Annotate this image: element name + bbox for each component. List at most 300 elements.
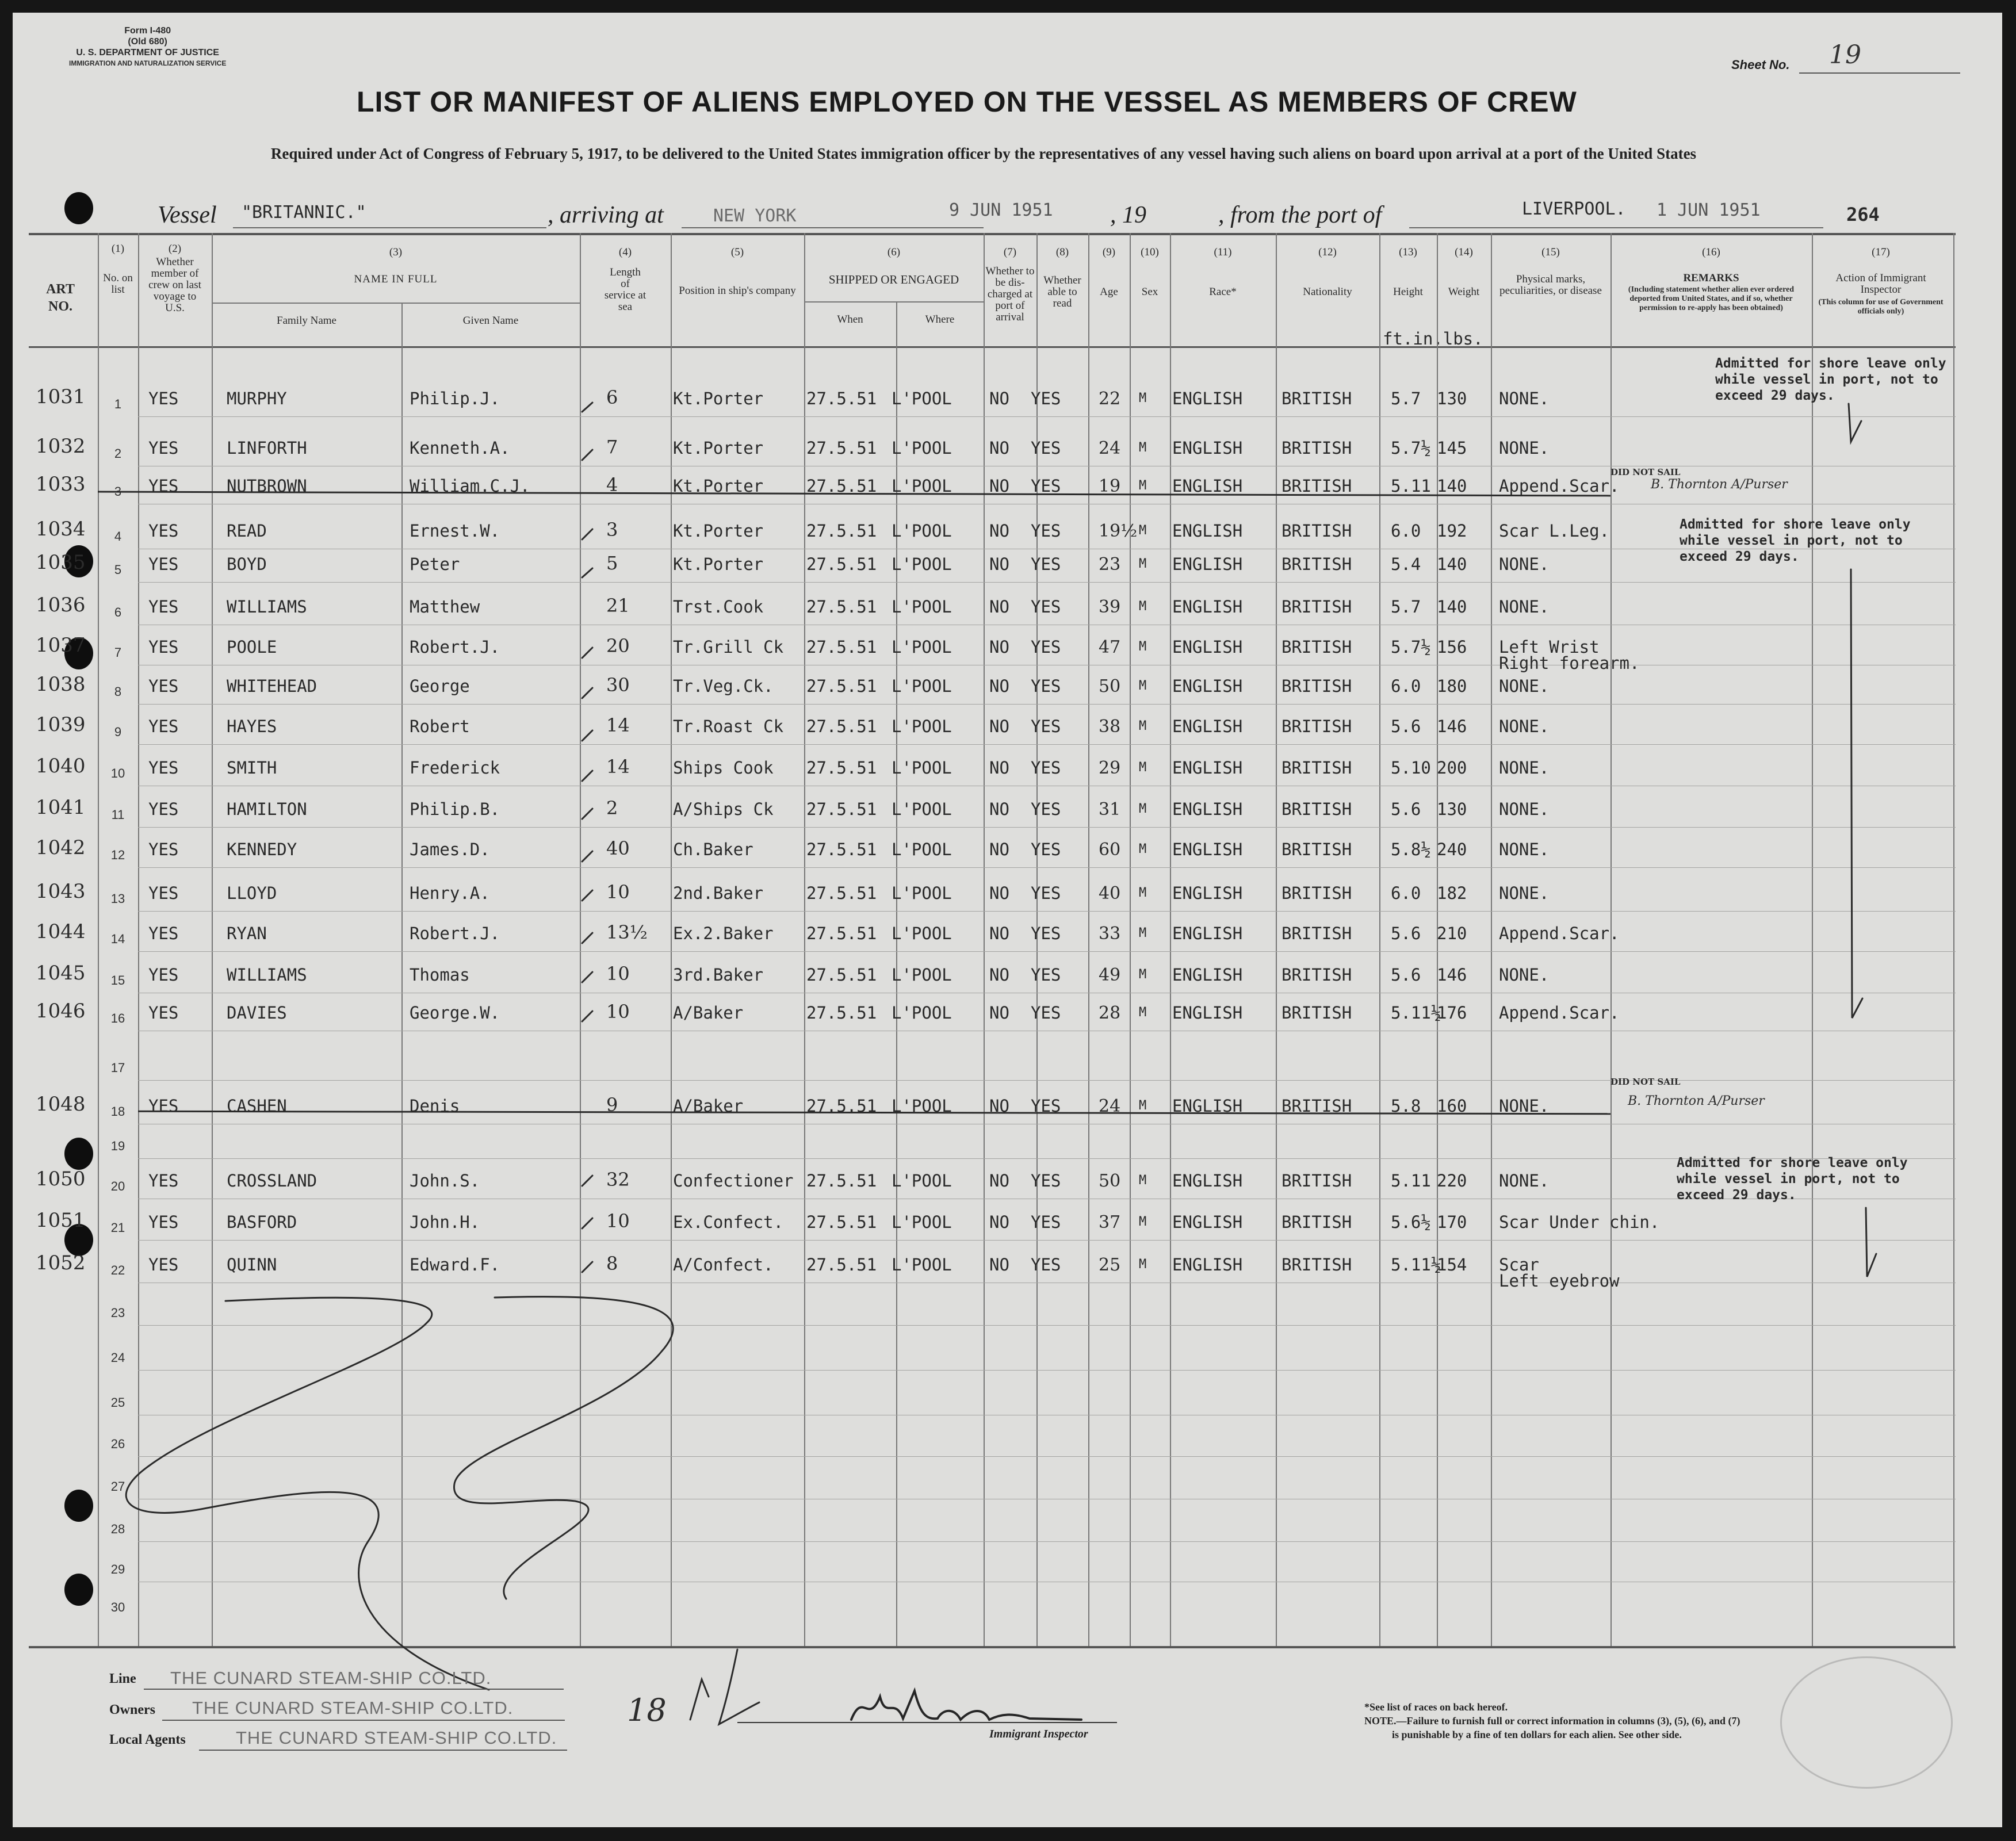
shipped-when: 27.5.51 (806, 554, 877, 574)
weight: 240 (1437, 840, 1467, 859)
art-no: 1032 (36, 435, 86, 458)
prev-voyage: YES (148, 799, 179, 819)
discharge: NO (989, 637, 1009, 657)
list-number: 12 (110, 848, 125, 862)
position: Kt.Porter (673, 554, 764, 574)
race: ENGLISH (1172, 840, 1243, 859)
race: ENGLISH (1172, 1096, 1243, 1116)
shipped-when: 27.5.51 (806, 717, 877, 736)
physical-marks-line2: Left eyebrow (1499, 1271, 1620, 1291)
header-num: (2) (168, 243, 182, 255)
art-no: 1044 (36, 920, 86, 943)
race: ENGLISH (1172, 389, 1243, 408)
arrival-port: NEW YORK (713, 206, 797, 226)
weight: 146 (1437, 717, 1467, 736)
height: 5.7½ (1391, 637, 1431, 657)
shipped-where: L'POOL (892, 438, 952, 458)
physical-marks: NONE. (1499, 1171, 1550, 1191)
did-not-sail-note: DID NOT SAIL (1610, 1077, 1681, 1087)
line-value: THE CUNARD STEAM-SHIP CO.LTD. (170, 1668, 492, 1688)
art-no: 1031 (36, 385, 86, 408)
penalty-note-1: NOTE.—Failure to furnish full or correct information in columns (3), (5), (6), and (7) (1364, 1715, 1740, 1727)
position: 2nd.Baker (673, 883, 764, 903)
shipped-where: L'POOL (892, 521, 952, 541)
physical-marks: NONE. (1499, 965, 1550, 985)
sex: M (1139, 967, 1147, 982)
family-name: LINFORTH (227, 438, 307, 458)
from-port-label: , from the port of (1218, 202, 1382, 228)
art-no: 1052 (36, 1251, 86, 1274)
family-name: KENNEDY (227, 840, 297, 859)
art-no: 1040 (36, 755, 86, 778)
physical-marks: NONE. (1499, 438, 1550, 458)
prev-voyage: YES (148, 521, 179, 541)
shipped-where: L'POOL (892, 883, 952, 903)
service-length: 9 (606, 1094, 618, 1116)
discharge: NO (989, 717, 1009, 736)
prev-voyage: YES (148, 1212, 179, 1232)
family-name: BASFORD (227, 1212, 297, 1232)
position: Tr.Grill Ck (673, 637, 784, 657)
physical-marks: Append.Scar. (1499, 476, 1620, 496)
header-discharged: Whether to be dis-charged at port of arrival (985, 265, 1035, 323)
family-name: READ (227, 521, 267, 541)
shipped-when: 27.5.51 (806, 637, 877, 657)
weight: 182 (1437, 883, 1467, 903)
age: 22 (1099, 389, 1121, 409)
family-name: HAYES (227, 717, 277, 736)
header-age: Age (1100, 286, 1118, 298)
header-num: (4) (618, 246, 632, 258)
arrival-date-stamp: 9 JUN 1951 (949, 200, 1053, 220)
weight: 176 (1437, 1003, 1467, 1023)
age: 50 (1099, 676, 1121, 696)
page-title: LIST OR MANIFEST OF ALIENS EMPLOYED ON THE VESSEL AS MEMBERS OF CREW (357, 86, 1577, 118)
age: 29 (1099, 758, 1121, 778)
departure-port: LIVERPOOL. (1522, 199, 1626, 219)
shipped-when: 27.5.51 (806, 521, 877, 541)
discharge: NO (989, 597, 1009, 617)
discharge: NO (989, 924, 1009, 943)
position: Kt.Porter (673, 521, 764, 541)
age: 38 (1099, 717, 1121, 737)
position: Kt.Porter (673, 438, 764, 458)
art-no: 1050 (36, 1168, 86, 1191)
service-length: 10 (606, 1210, 630, 1232)
weight: 156 (1437, 637, 1467, 657)
race: ENGLISH (1172, 521, 1243, 541)
service-length: 14 (606, 714, 630, 736)
nationality: BRITISH (1281, 637, 1352, 657)
header-num: (1) (111, 243, 125, 255)
sex: M (1139, 679, 1147, 693)
able-to-read: YES (1031, 597, 1061, 617)
service-length: 40 (606, 837, 630, 859)
given-name: Philip.B. (410, 799, 500, 819)
nationality: BRITISH (1281, 1212, 1352, 1232)
height: 5.6 (1391, 799, 1421, 819)
header-when: When (837, 313, 863, 326)
alien-count: 18 (627, 1692, 667, 1728)
height: 5.7 (1391, 389, 1421, 408)
nationality: BRITISH (1281, 883, 1352, 903)
discharge: NO (989, 676, 1009, 696)
height: 5.10 (1391, 758, 1431, 778)
able-to-read: YES (1031, 840, 1061, 859)
list-number: 22 (110, 1263, 125, 1277)
physical-marks: NONE. (1499, 1096, 1550, 1116)
given-name: Frederick (410, 758, 500, 778)
age: 39 (1099, 597, 1121, 617)
agents-underline (199, 1750, 567, 1751)
given-name: William.C.J. (410, 476, 530, 496)
nationality: BRITISH (1281, 1171, 1352, 1191)
family-name: DAVIES (227, 1003, 287, 1023)
discharge: NO (989, 476, 1009, 496)
physical-marks: NONE. (1499, 554, 1550, 574)
height: 5.11½ (1391, 1255, 1441, 1274)
header-race: Race* (1209, 286, 1237, 298)
departure-date-stamp: 1 JUN 1951 (1657, 200, 1761, 220)
shipped-when: 27.5.51 (806, 924, 877, 943)
position: 3rd.Baker (673, 965, 764, 985)
art-no: 1035 (36, 551, 86, 574)
given-name: Denis (410, 1096, 460, 1116)
header-family-name: Family Name (277, 315, 336, 327)
list-number: 23 (110, 1306, 125, 1320)
race: ENGLISH (1172, 799, 1243, 819)
list-number: 19 (110, 1139, 125, 1153)
list-number: 27 (110, 1479, 125, 1494)
weight: 200 (1437, 758, 1467, 778)
family-name: WILLIAMS (227, 597, 307, 617)
able-to-read: YES (1031, 438, 1061, 458)
family-name: WILLIAMS (227, 965, 307, 985)
list-number: 4 (114, 529, 122, 544)
shipped-where: L'POOL (892, 389, 952, 408)
service-length: 20 (606, 635, 630, 657)
shipped-when: 27.5.51 (806, 758, 877, 778)
prev-voyage: YES (148, 883, 179, 903)
able-to-read: YES (1031, 1171, 1061, 1191)
given-name: Philip.J. (410, 389, 500, 408)
owners-value: THE CUNARD STEAM-SHIP CO.LTD. (192, 1698, 514, 1718)
header-given-name: Given Name (462, 315, 519, 327)
family-name: MURPHY (227, 389, 287, 408)
weight: 146 (1437, 965, 1467, 985)
list-number: 20 (110, 1179, 125, 1193)
physical-marks: Scar (1499, 1255, 1539, 1274)
prev-voyage: YES (148, 965, 179, 985)
height: 5.6 (1391, 717, 1421, 736)
line-underline (144, 1689, 564, 1690)
list-number: 17 (110, 1061, 125, 1075)
service-length: 8 (606, 1253, 618, 1274)
list-number: 28 (110, 1522, 125, 1536)
list-number: 2 (114, 446, 122, 461)
position: Ch.Baker (673, 840, 753, 859)
position: Trst.Cook (673, 597, 764, 617)
weight: 180 (1437, 676, 1467, 696)
list-number: 10 (110, 766, 125, 780)
header-remarks-note: (Including statement whether alien ever ordered deported from United States, and if so, whether permission to re-apply has been obtained) (1628, 285, 1795, 312)
weight: 170 (1437, 1212, 1467, 1232)
given-name: Ernest.W. (410, 521, 500, 541)
able-to-read: YES (1031, 476, 1061, 496)
weight: 140 (1437, 476, 1467, 496)
physical-marks: Scar L.Leg. (1499, 521, 1610, 541)
service-length: 6 (606, 386, 618, 408)
list-number: 21 (110, 1220, 125, 1235)
shipped-when: 27.5.51 (806, 883, 877, 903)
list-number: 26 (110, 1437, 125, 1451)
header-num: (15) (1541, 246, 1560, 258)
age: 24 (1099, 1096, 1121, 1116)
able-to-read: YES (1031, 883, 1061, 903)
given-name: John.H. (410, 1212, 480, 1232)
service-length: 10 (606, 881, 630, 903)
header-num: (6) (887, 246, 901, 258)
sex: M (1139, 479, 1147, 493)
prev-voyage: YES (148, 389, 179, 408)
height: 6.0 (1391, 676, 1421, 696)
age: 19 (1099, 476, 1121, 496)
age: 50 (1099, 1171, 1121, 1191)
race: ENGLISH (1172, 597, 1243, 617)
discharge: NO (989, 840, 1009, 859)
shipped-where: L'POOL (892, 799, 952, 819)
prev-voyage: YES (148, 676, 179, 696)
header-sex: Sex (1141, 286, 1158, 298)
prev-voyage: YES (148, 637, 179, 657)
family-name: HAMILTON (227, 799, 307, 819)
sheet-number-label: Sheet No. (1731, 58, 1790, 72)
given-name: James.D. (410, 840, 490, 859)
position: Ships Cook (673, 758, 774, 778)
weight: 192 (1437, 521, 1467, 541)
given-name: John.S. (410, 1171, 480, 1191)
shipped-where: L'POOL (892, 840, 952, 859)
prev-voyage: YES (148, 1171, 179, 1191)
family-name: CROSSLAND (227, 1171, 317, 1191)
service-length: 10 (606, 963, 630, 985)
service-length: 3 (606, 519, 618, 541)
height: 5.11 (1391, 476, 1431, 496)
nationality: BRITISH (1281, 476, 1352, 496)
header-num: (13) (1399, 246, 1417, 258)
service-length: 2 (606, 797, 618, 819)
race: ENGLISH (1172, 965, 1243, 985)
height: 5.4 (1391, 554, 1421, 574)
position: Tr.Roast Ck (673, 717, 784, 736)
header-where: Where (925, 313, 955, 326)
race: ENGLISH (1172, 476, 1243, 496)
weight: 210 (1437, 924, 1467, 943)
service-length: 30 (606, 674, 630, 696)
sex: M (1139, 926, 1147, 940)
position: A/Confect. (673, 1255, 774, 1274)
prev-voyage: YES (148, 476, 179, 496)
sex: M (1139, 760, 1147, 775)
list-number: 14 (110, 932, 125, 946)
prev-voyage: YES (148, 840, 179, 859)
position: A/Baker (673, 1096, 744, 1116)
weight: 145 (1437, 438, 1467, 458)
family-name: POOLE (227, 637, 277, 657)
races-note: *See list of races on back hereof. (1364, 1701, 1508, 1713)
age: 49 (1099, 965, 1121, 985)
shipped-when: 27.5.51 (806, 1255, 877, 1274)
age: 24 (1099, 438, 1121, 458)
position: Confectioner (673, 1171, 794, 1191)
header-num: (14) (1455, 246, 1473, 258)
shipped-when: 27.5.51 (806, 1212, 877, 1232)
able-to-read: YES (1031, 554, 1061, 574)
agents-value: THE CUNARD STEAM-SHIP CO.LTD. (236, 1728, 557, 1748)
list-number: 1 (114, 397, 122, 411)
art-no: 1037 (36, 634, 86, 657)
age: 37 (1099, 1212, 1121, 1233)
given-name: George (410, 676, 470, 696)
shore-leave-stamp: Admitted for shore leave only while vessel in port, not to exceed 29 days. (1680, 517, 1911, 564)
art-no: 1048 (36, 1093, 86, 1116)
sex: M (1139, 640, 1147, 654)
list-number: 16 (110, 1011, 125, 1025)
race: ENGLISH (1172, 1212, 1243, 1232)
given-name: Edward.F. (410, 1255, 500, 1274)
height: 5.6½ (1391, 1212, 1431, 1232)
weight: 160 (1437, 1096, 1467, 1116)
header-num: (10) (1141, 246, 1159, 258)
year-label: , 19 (1110, 202, 1146, 228)
list-number: 11 (111, 807, 125, 822)
age: 60 (1099, 840, 1121, 860)
nationality: BRITISH (1281, 389, 1352, 408)
given-name: Robert (410, 717, 470, 736)
header-list-no: No. on list (103, 272, 133, 296)
shore-leave-stamp: Admitted for shore leave only while vessel in port, not to exceed 29 days. (1677, 1155, 1908, 1203)
sheet-number-value: 19 (1829, 40, 1861, 70)
height: 5.8 (1391, 1096, 1421, 1116)
discharge: NO (989, 521, 1009, 541)
discharge: NO (989, 883, 1009, 903)
department: U. S. DEPARTMENT OF JUSTICE (76, 48, 219, 58)
race: ENGLISH (1172, 1171, 1243, 1191)
discharge: NO (989, 1171, 1009, 1191)
discharge: NO (989, 1096, 1009, 1116)
shipped-where: L'POOL (892, 758, 952, 778)
sex: M (1139, 886, 1147, 900)
discharge: NO (989, 758, 1009, 778)
header-height: Height (1393, 286, 1423, 298)
age: 23 (1099, 554, 1121, 575)
weight: 154 (1437, 1255, 1467, 1274)
physical-marks: NONE. (1499, 840, 1550, 859)
nationality: BRITISH (1281, 965, 1352, 985)
header-name-in-full: NAME IN FULL (354, 273, 438, 285)
prev-voyage: YES (148, 1255, 179, 1274)
header-num: (17) (1872, 246, 1890, 258)
header-num: (7) (1003, 246, 1017, 258)
race: ENGLISH (1172, 1003, 1243, 1023)
shipped-where: L'POOL (892, 1096, 952, 1116)
header-num: (11) (1214, 246, 1232, 258)
height: 5.11 (1391, 1171, 1431, 1191)
sex: M (1139, 523, 1147, 538)
shipped-when: 27.5.51 (806, 1096, 877, 1116)
able-to-read: YES (1031, 1255, 1061, 1274)
height: 5.6 (1391, 924, 1421, 943)
list-number: 13 (110, 891, 125, 906)
height: 5.7 (1391, 597, 1421, 617)
purser-signature-note: B. Thornton A/Purser (1651, 477, 1788, 492)
age: 33 (1099, 924, 1121, 944)
art-no: 1034 (36, 518, 86, 541)
discharge: NO (989, 389, 1009, 408)
family-name: SMITH (227, 758, 277, 778)
family-name: LLOYD (227, 883, 277, 903)
shipped-where: L'POOL (892, 637, 952, 657)
position: Kt.Porter (673, 389, 764, 408)
art-no: 1036 (36, 594, 86, 617)
physical-marks-line2: Right forearm. (1499, 653, 1640, 673)
physical-marks: NONE. (1499, 676, 1550, 696)
nationality: BRITISH (1281, 521, 1352, 541)
family-name: RYAN (227, 924, 267, 943)
shipped-where: L'POOL (892, 1171, 952, 1191)
able-to-read: YES (1031, 965, 1061, 985)
list-number: 3 (114, 484, 122, 499)
art-no: 1046 (36, 1000, 86, 1023)
sex: M (1139, 1099, 1147, 1113)
shipped-where: L'POOL (892, 676, 952, 696)
race: ENGLISH (1172, 924, 1243, 943)
sex: M (1139, 441, 1147, 455)
list-number: 15 (110, 973, 125, 988)
art-no: 1051 (36, 1209, 86, 1232)
able-to-read: YES (1031, 637, 1061, 657)
weight: 130 (1437, 799, 1467, 819)
able-to-read: YES (1031, 1212, 1061, 1232)
shipped-where: L'POOL (892, 1003, 952, 1023)
nationality: BRITISH (1281, 924, 1352, 943)
prev-voyage: YES (148, 554, 179, 574)
able-to-read: YES (1031, 1096, 1061, 1116)
able-to-read: YES (1031, 521, 1061, 541)
discharge: NO (989, 1255, 1009, 1274)
shipped-when: 27.5.51 (806, 799, 877, 819)
header-art-no: ART NO. (46, 282, 75, 314)
race: ENGLISH (1172, 717, 1243, 736)
family-name: WHITEHEAD (227, 676, 317, 696)
header-inspector-note: (This column for use of Government officials only) (1818, 298, 1944, 316)
inspector-signature (840, 1685, 1104, 1731)
header-remarks: REMARKS (1683, 272, 1739, 284)
sex: M (1139, 391, 1147, 405)
service-length: 4 (606, 474, 618, 496)
form-number: Form I-480 (124, 26, 171, 36)
position: Ex.2.Baker (673, 924, 774, 943)
family-name: CASHEN (227, 1096, 287, 1116)
shipped-where: L'POOL (892, 1212, 952, 1232)
nationality: BRITISH (1281, 438, 1352, 458)
art-no: 1045 (36, 962, 86, 985)
purser-signature-note: B. Thornton A/Purser (1628, 1094, 1765, 1108)
header-inspector-action: Action of Immigrant Inspector (1835, 272, 1926, 296)
service-length: 10 (606, 1001, 630, 1023)
weight: 140 (1437, 554, 1467, 574)
family-name: QUINN (227, 1255, 277, 1274)
